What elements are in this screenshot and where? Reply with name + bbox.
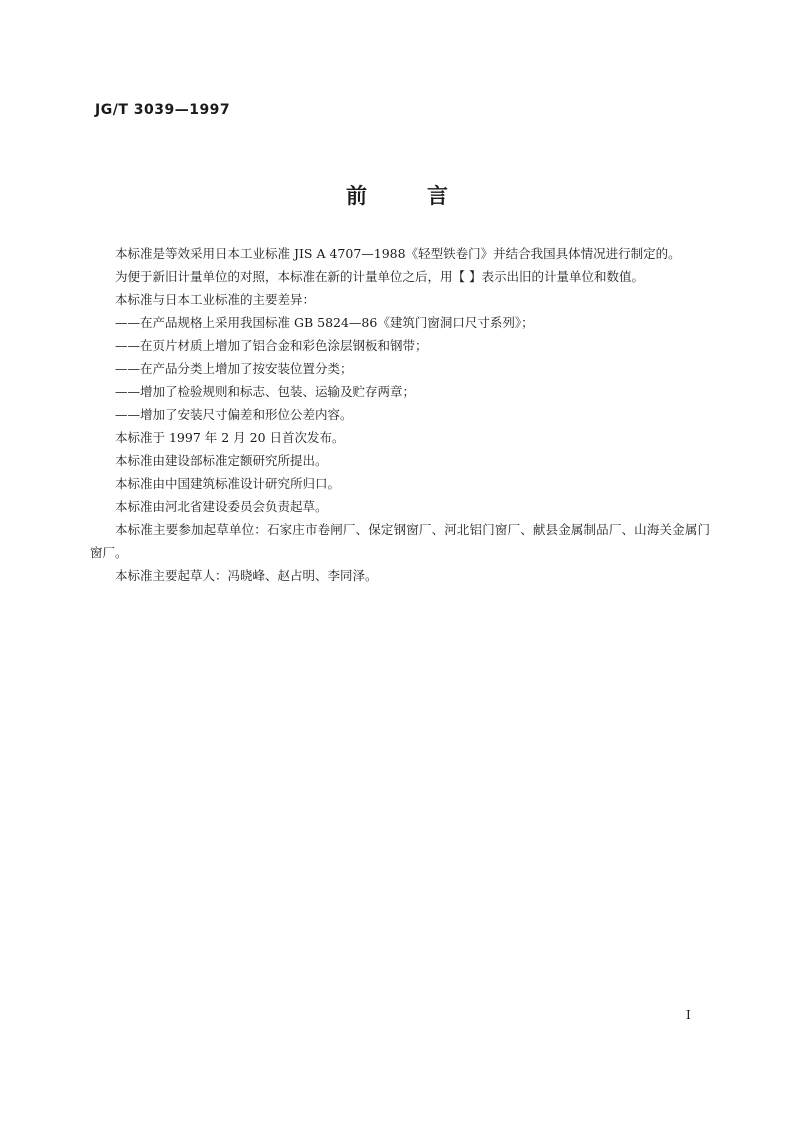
foreword-body <box>90 242 710 587</box>
list-item: ——在页片材质上增加了铝合金和彩色涂层钢板和钢带； <box>115 338 428 353</box>
title-char-2: 言 <box>427 184 448 208</box>
paragraph: 本标准由河北省建设委员会负责起草。 <box>115 499 328 514</box>
list-item: ——增加了检验规则和标志、包装、运输及贮存两章； <box>115 384 416 399</box>
list-item: ——增加了安装尺寸偏差和形位公差内容。 <box>115 407 353 422</box>
paragraph: 为便于新旧计量单位的对照，本标准在新的计量单位之后，用【 】表示出旧的计量单位和数值。 <box>115 269 644 284</box>
document-code: JG/T 3039—1997 <box>95 102 231 118</box>
title-char-1: 前 <box>346 184 367 208</box>
paragraph: 本标准由建设部标准定额研究所提出。 <box>115 453 328 468</box>
paragraph: 本标准主要起草人：冯晓峰、赵占明、李同泽。 <box>115 568 378 583</box>
page-title <box>0 180 794 210</box>
paragraph: 本标准于 1997 年 2 月 20 日首次发布。 <box>115 430 345 445</box>
page-number: I <box>686 1008 691 1022</box>
list-item: ——在产品分类上增加了按安装位置分类； <box>115 361 353 376</box>
paragraph: 本标准由中国建筑标准设计研究所归口。 <box>115 476 341 491</box>
paragraph: 本标准主要参加起草单位：石家庄市卷闸厂、保定钢窗厂、河北铝门窗厂、献县金属制品厂、山海关金属门窗厂。 <box>90 522 710 560</box>
paragraph: 本标准是等效采用日本工业标准 JIS A 4707—1988《轻型铁卷门》并结合我国具体情况进行制定的。 <box>115 246 681 261</box>
paragraph: 本标准与日本工业标准的主要差异： <box>115 292 316 307</box>
list-item: ——在产品规格上采用我国标准 GB 5824—86《建筑门窗洞口尺寸系列》； <box>115 315 534 330</box>
